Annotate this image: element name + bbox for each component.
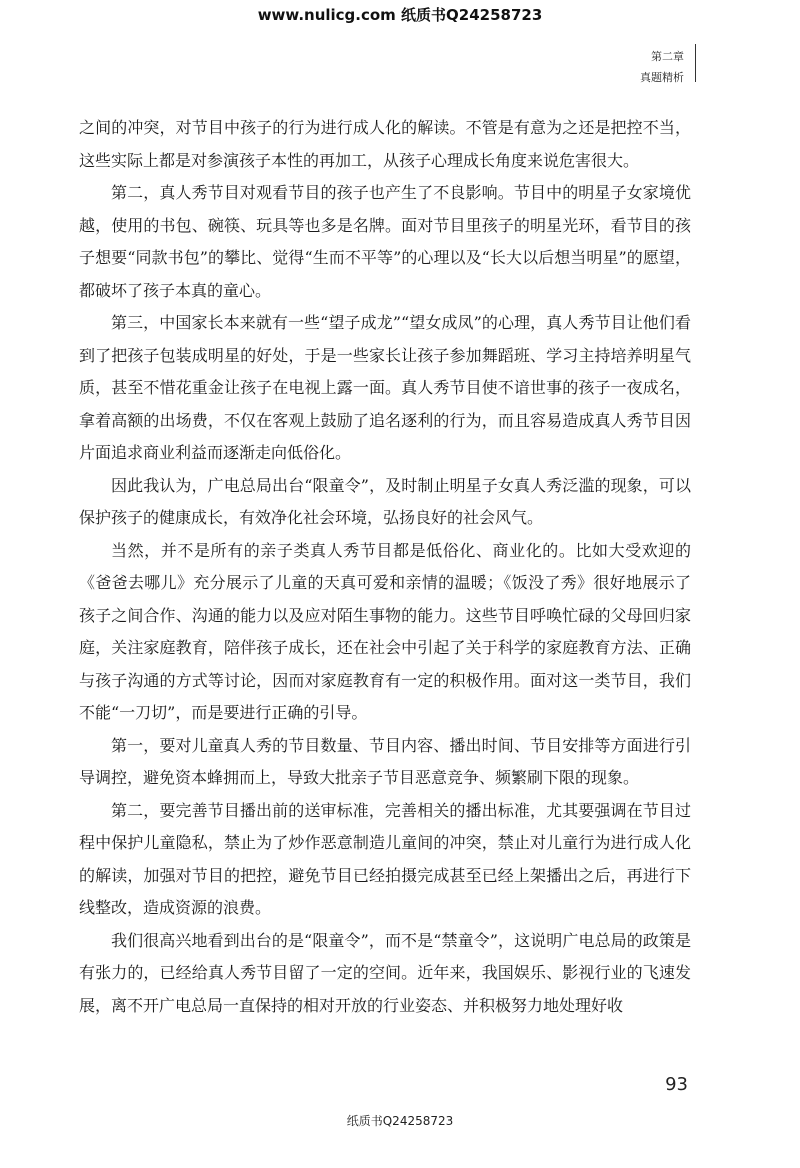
paragraph: 当然，并不是所有的亲子类真人秀节目都是低俗化、商业化的。比如大受欢迎的《爸爸去哪儿》充分展示了儿童的天真可爱和亲情的温暖；《饭没了秀》很好地展示了孩子之间合作、沟通的能力以及应对陌生事物的能力。这些节目呼唤忙碌的父母回归家庭，关注家庭教育，陪伴孩子成长，还在社会中引起了关于科学的家庭教育方法、正确与孩子沟通的方式等讨论，因而对家庭教育有一定的积极作用。面对这一类节目，我们不能“一刀切”，而是要进行正确的引导。 bbox=[79, 540, 691, 722]
header-divider bbox=[695, 44, 696, 82]
chapter-label: 第二章 bbox=[651, 50, 684, 63]
paragraph: 第三，中国家长本来就有一些“望子成龙”“望女成凤”的心理，真人秀节目让他们看到了把孩子包装成明星的好处，于是一些家长让孩子参加舞蹈班、学习主持培养明星气质，甚至不惜花重金让孩子在电视上露一面。真人秀节目使不谙世事的孩子一夜成名，拿着高额的出场费，不仅在客观上鼓励了追名逐利的行为，而且容易造成真人秀节目因片面追求商业利益而逐渐走向低俗化。 bbox=[79, 313, 691, 462]
paragraph-continuation: 之间的冲突，对节目中孩子的行为进行成人化的解读。不管是有意为之还是把控不当，这些实际上都是对参演孩子本性的再加工，从孩子心理成长角度来说危害很大。 bbox=[79, 118, 691, 170]
running-header bbox=[640, 46, 684, 88]
paragraph: 我们很高兴地看到出台的是“限童令”，而不是“禁童令”，这说明广电总局的政策是有张力的，已经给真人秀节目留了一定的空间。近年来，我国娱乐、影视行业的飞速发展，离不开广电总局一直保持的相对开放的行业姿态、并积极努力地处理好收 bbox=[79, 930, 691, 1015]
paragraph: 第二，真人秀节目对观看节目的孩子也产生了不良影响。节目中的明星子女家境优越，使用的书包、碗筷、玩具等也多是名牌。面对节目里孩子的明星光环，看节目的孩子想要“同款书包”的攀比、觉得“生而不平等”的心理以及“长大以后想当明星”的愿望，都破坏了孩子本真的童心。 bbox=[79, 183, 691, 300]
paragraph: 第一，要对儿童真人秀的节目数量、节目内容、播出时间、节目安排等方面进行引导调控，避免资本蜂拥而上，导致大批亲子节目恶意竞争、频繁刷下限的现象。 bbox=[79, 735, 691, 787]
page-number: 93 bbox=[665, 1074, 688, 1095]
paragraph: 因此我认为，广电总局出台“限童令”，及时制止明星子女真人秀泛滥的现象，可以保护孩子的健康成长，有效净化社会环境，弘扬良好的社会风气。 bbox=[79, 475, 691, 527]
section-label: 真题精析 bbox=[640, 71, 684, 84]
bottom-watermark: 纸质书Q24258723 bbox=[346, 1114, 454, 1128]
top-watermark: www.nulicg.com 纸质书Q24258723 bbox=[257, 6, 543, 24]
paragraph: 第二，要完善节目播出前的送审标准，完善相关的播出标准，尤其要强调在节目过程中保护儿童隐私，禁止为了炒作恶意制造儿童间的冲突，禁止对儿童行为进行成人化的解读，加强对节目的把控，避免节目已经拍摄完成甚至已经上架播出之后，再进行下线整改，造成资源的浪费。 bbox=[79, 800, 691, 917]
body-text bbox=[79, 112, 691, 1022]
